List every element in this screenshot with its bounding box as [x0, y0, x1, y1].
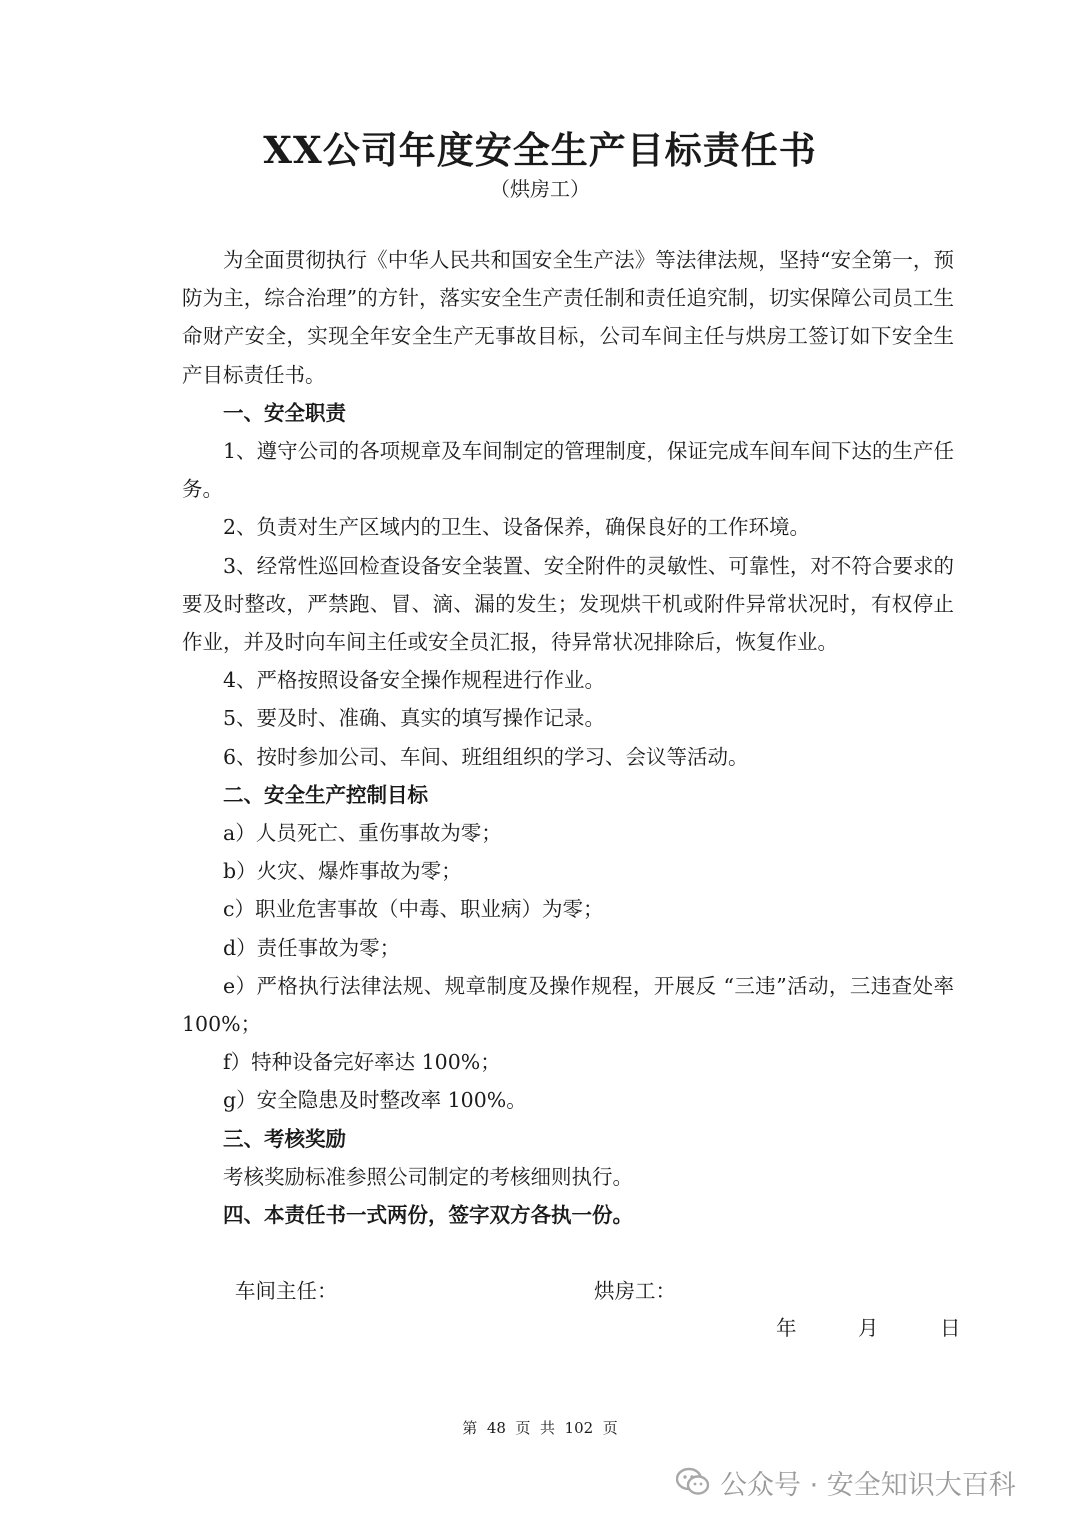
watermark [676, 1460, 1016, 1504]
paragraph: a）人员死亡、重伤事故为零； [223, 821, 502, 846]
paragraph: 为全面贯彻执行《中华人民共和国安全生产法》等法律法规，坚持“安全第一，预防为主，综合治理”的方针，落实安全生产责任制和责任追究制，切实保障公司员工生命财产安全，实现全年安全生产无事故目标，公司车间主任与烘房工签订如下安全生产目标责任书。 [182, 248, 954, 387]
paragraph: 1、遵守公司的各项规章及车间制定的管理制度，保证完成车间车间下达的生产任务。 [182, 439, 954, 502]
section-heading: 二、安全生产控制目标 [223, 782, 428, 807]
paragraph: 考核奖励标准参照公司制定的考核细则执行。 [223, 1164, 633, 1189]
paragraph: 5、要及时、准确、真实的填写操作记录。 [223, 706, 606, 731]
signature-workshop-director: 车间主任： [235, 1279, 338, 1303]
watermark-text: 公众号 · 安全知识大百科 [720, 1469, 1016, 1501]
paragraph: 2、负责对生产区域内的卫生、设备保养，确保良好的工作环境。 [223, 515, 811, 540]
paragraph: e）严格执行法律法规、规章制度及操作规程，开展反 “三违”活动，三违查处率 100%； [182, 973, 954, 1037]
signature-drying-worker: 烘房工： [594, 1279, 676, 1303]
page-number-footer: 第 48 页 共 102 页 [462, 1419, 618, 1437]
document-subtitle: （烘房工） [490, 177, 590, 201]
section-heading: 四、本责任书一式两份，签字双方各执一份。 [223, 1203, 633, 1228]
document-title: XX公司年度安全生产目标责任书 [263, 128, 817, 172]
paragraph: b）火灾、爆炸事故为零； [223, 859, 462, 884]
section-heading: 三、考核奖励 [223, 1126, 346, 1151]
section-heading: 一、安全职责 [223, 400, 346, 425]
wechat-icon [676, 1467, 710, 1497]
paragraph: c）职业危害事故（中毒、职业病）为零； [223, 897, 604, 922]
paragraph: f）特种设备完好率达 100%； [223, 1050, 501, 1075]
document-body [182, 241, 954, 1234]
paragraph: d）责任事故为零； [223, 935, 401, 960]
paragraph: 4、严格按照设备安全操作规程进行作业。 [223, 668, 606, 693]
paragraph: 3、经常性巡回检查设备安全装置、安全附件的灵敏性、可靠性，对不符合要求的要及时整改，严禁跑、冒、滴、漏的发生；发现烘干机或附件异常状况时，有权停止作业，并及时向车间主任或安全员汇报，待异常状况排除后，恢复作业。 [182, 553, 954, 655]
paragraph: g）安全隐患及时整改率 100%。 [223, 1088, 527, 1113]
paragraph: 6、按时参加公司、车间、班组组织的学习、会议等活动。 [223, 744, 749, 769]
signature-date: 年 月 日 [776, 1316, 961, 1340]
